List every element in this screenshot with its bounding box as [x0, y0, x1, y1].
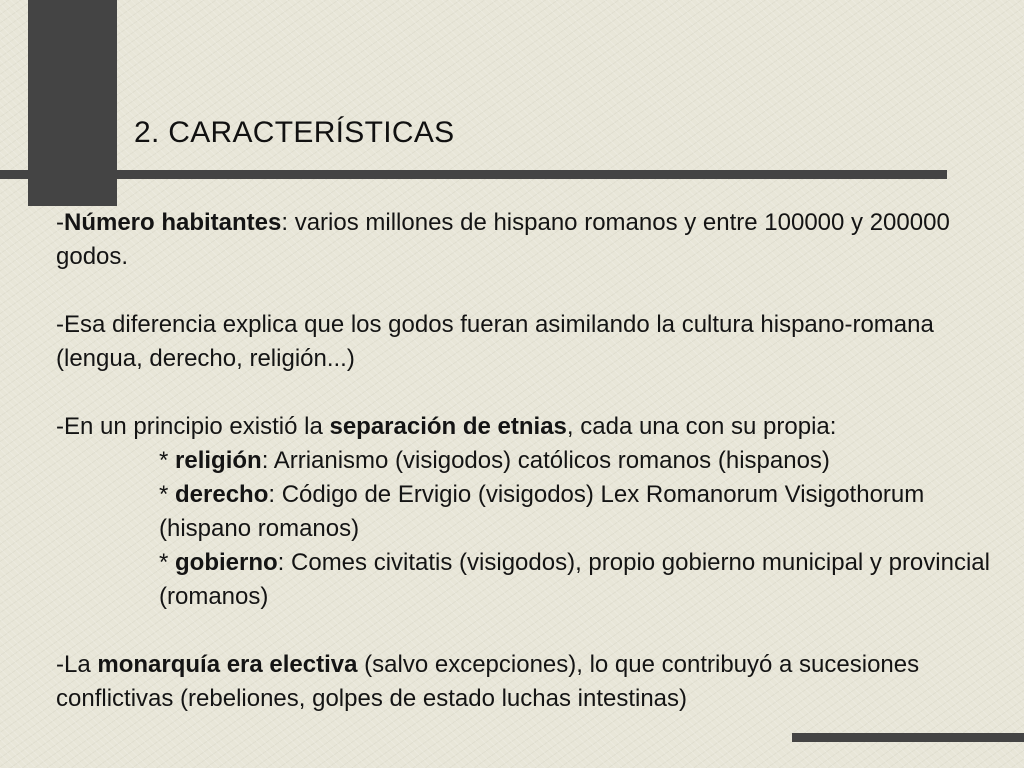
separation-intro: -En un principio existió la — [56, 413, 330, 440]
difference-text: -Esa diferencia explica que los godos fueran asimilando la cultura hispano-romana (lengua, derecho, religión...) — [56, 311, 934, 372]
government-label: gobierno — [175, 549, 278, 576]
sub-item-government — [56, 546, 1006, 614]
slide-title: 2. CARACTERÍSTICAS — [134, 116, 455, 149]
monarchy-label: monarquía era electiva — [97, 651, 358, 678]
religion-label: religión — [175, 447, 262, 474]
sub-item-religion — [56, 444, 1006, 478]
law-text: : Código de Ervigio (visigodos) Lex Romanorum Visigothorum (hispano romanos) — [159, 481, 925, 542]
sub-item-law — [56, 478, 1006, 546]
monarchy-text: (salvo excepciones), lo que contribuyó a sucesiones conflictivas (rebeliones, golpes de estado luchas intestinas) — [56, 651, 920, 712]
decorative-top-rule — [0, 170, 947, 179]
population-text: : varios millones de hispano romanos y entre 100000 y 200000 godos. — [56, 209, 950, 270]
bullet-religion: * — [159, 447, 176, 474]
government-text: : Comes civitatis (visigodos), propio gobierno municipal y provincial (romanos) — [159, 549, 990, 610]
paragraph-monarchy — [56, 648, 1006, 716]
separation-text: , cada una con su propia: — [566, 413, 837, 440]
monarchy-intro: -La — [56, 651, 98, 678]
law-label: derecho — [175, 481, 269, 508]
population-label: Número habitantes — [64, 209, 282, 236]
paragraph-population — [56, 206, 1006, 274]
religion-text: : Arrianismo (visigodos) católicos romanos (hispanos) — [261, 447, 830, 474]
separation-label: separación de etnias — [329, 413, 567, 440]
dash-prefix: - — [56, 209, 64, 236]
slide-body — [56, 206, 1006, 716]
decorative-bottom-rule — [792, 733, 1024, 742]
paragraph-difference — [56, 308, 1006, 376]
paragraph-ethnic-separation — [56, 410, 1006, 614]
bullet-government: * — [159, 549, 176, 576]
bullet-law: * — [159, 481, 176, 508]
